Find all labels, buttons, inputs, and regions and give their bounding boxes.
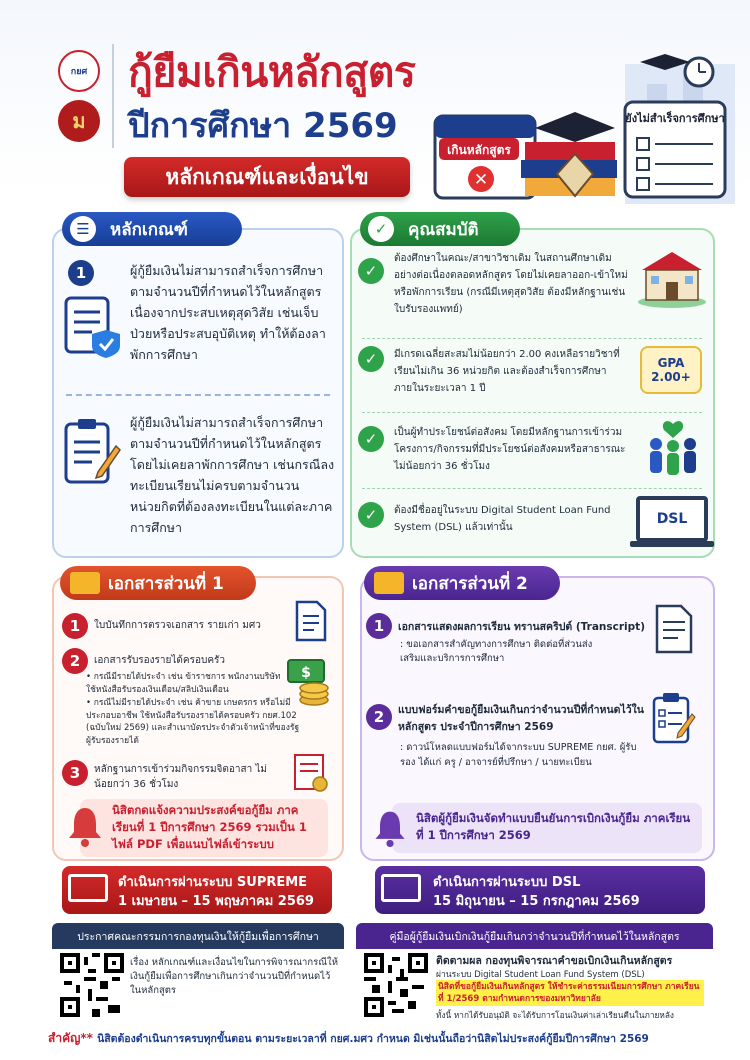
manual-line3: ทั้งนี้ หากได้รับอนุมัติ จะได้รับการโอนเงินค่าเล่าเรียนคืนในภายหลัง [436,1010,674,1020]
documents-part1-heading-label: เอกสารส่วนที่ 1 [108,573,224,594]
note-text: กรณีมีรายได้ประจำ เช่น ข้าราชการ พนักงานบริษัท ใช้หนังสือรับรองเงินเดือน/สลิปเงินเดือน [86,672,281,695]
criteria-heading [62,212,242,246]
documents-part2-heading [364,566,560,600]
page-subtitle-year: ปีการศึกษา 2569 [128,106,398,146]
supreme-action-title: ดำเนินการผ่านระบบ SUPREME [118,875,308,890]
laptop-base [630,541,714,547]
doc1-item-2-note-1: • กรณีมีรายได้ประจำ เช่น ข้าราชการ พนักงานบริษัท ใช้หนังสือรับรองเงินเดือน/สลิปเงินเดือน [86,672,281,695]
volunteers-icon [640,418,706,480]
doc2-item-2-note: : ดาวน์โหลดแบบฟอร์มได้จากระบบ SUPREME กยศ. ผู้รับรอง ได้แก่ ครู / อาจารย์ที่ปรึกษา / นายทะเบียน [400,742,637,768]
qr-code-manual[interactable] [364,953,428,1017]
gpa-badge: GPA 2.00+ [640,346,702,394]
divider [66,394,330,396]
check-icon: ✓ [358,258,384,284]
footer-note [48,1029,718,1048]
doc2-item-1-note: : ขอเอกสารสำคัญทางการศึกษา ติดต่อที่ส่วนส่งเสริมและบริการการศึกษา [400,639,593,664]
form-clipboard-icon [650,690,696,746]
qualification-item-4: ต้องมีชื่ออยู่ในระบบ Digital Student Loan Fund System (DSL) แล้วเท่านั้น [394,505,611,533]
divider [362,488,702,489]
kyos-logo [58,50,100,92]
announcement-text: เรื่อง หลักเกณฑ์และเงื่อนไขในการพิจารณากรณีให้เงินกู้ยืมเพื่อการศึกษาเกินกว่าจำนวนปีที่กำหนดไว้ในหลักสูตร [130,957,338,996]
announcement-heading-label: ประกาศคณะกรรมการกองทุนเงินให้กู้ยืมเพื่อการศึกษา [77,930,319,943]
documents-part1-heading [60,566,256,600]
doc1-item-2: เอกสารรับรองรายได้ครอบครัว [94,655,226,666]
divider [362,412,702,413]
bell-icon [372,808,408,848]
supreme-action-dates: 1 เมษายน – 15 พฤษภาคม 2569 [118,894,314,909]
manual-line1: ติดตามผล กองทุนพิจารณาคำขอเบิกเงินเกินหลักสูตร [436,955,673,967]
doc2-item-2: แบบฟอร์มคำขอกู้ยืมเงินเกินกว่าจำนวนปีที่กำหนดไว้ในหลักสูตร ประจำปีการศึกษา 2569 [398,704,644,733]
checklist-label: ยังไม่สำเร็จการศึกษา [625,112,725,125]
dsl-action-title: ดำเนินการผ่านระบบ DSL [433,875,581,890]
dsl-action-dates: 15 มิถุนายน – 15 กรกฎาคม 2569 [433,894,640,909]
laptop-icon [381,874,421,902]
criteria-number-1: 1 [68,260,94,286]
hero-illustration [425,24,735,204]
page-title: กู้ยืมเกินหลักสูตร [128,48,416,96]
doc1-item-2-note-2: • กรณีไม่มีรายได้ประจำ เช่น ค้าขาย เกษตรกร หรือไม่มีประกอบอาชีพ ใช้หนังสือรับรองรายได้ครอบครัว กยศ.102 (ฉบับใหม่ 2569) และสำเนาบัตรประจำตัวเจ้าหน้าที่ของรัฐผู้รับรองรายได้ [86,698,300,746]
criteria-item-1: ผู้กู้ยืมเงินไม่สามารถสำเร็จการศึกษาตามจำนวนปีที่กำหนดไว้ในหลักสูตรเนื่องจากประสบเหตุสุดวิสัย เช่นเจ็บป่วยหรือประสบอุบัติเหตุ ทำให้ต้องลาพักการศึกษา [130,263,326,362]
qualification-item-1: ต้องศึกษาในคณะ/สาขาวิชาเดิม ในสถานศึกษาเดิมอย่างต่อเนื่องตลอดหลักสูตร โดยไม่เคยลาออก-เข้าใหม่หรือพักการเรียน (กรณีมีเหตุสุดวิสัย ต้องมีหลักฐานเช่น ใบรับรองแพทย์) [394,253,628,315]
doc1-number-2: 2 [62,648,88,674]
footer-prefix: สำคัญ** [48,1031,93,1045]
qualifications-heading-label: คุณสมบัติ [408,219,479,240]
document-icon [294,600,328,642]
doc1-number-3: 3 [62,760,88,786]
manual-heading [356,923,713,949]
bell-icon [66,804,104,848]
doc1-item-3: หลักฐานการเข้าร่วมกิจกรรมจิตอาสา ไม่น้อยกว่า 36 ชั่วโมง [94,764,268,790]
announcement-heading [52,923,344,949]
doc2-item-1: เอกสารแสดงผลการเรียน ทรานสคริปต์ (Transcript) [398,621,645,633]
doc1-notice-text: นิสิตกดแจ้งความประสงค์ขอกู้ยืม ภาคเรียนที่ 1 ปีการศึกษา 2569 รวมเป็น 1 ไฟล์ PDF เพื่อแนบไฟล์เข้าระบบ [112,803,307,851]
dsl-action-button[interactable] [375,866,705,914]
divider [362,338,702,339]
supreme-action-button[interactable] [62,866,332,914]
check-icon: ✓ [358,346,384,372]
check-icon: ✓ [358,502,384,528]
banner-label: หลักเกณฑ์และเงื่อนไข [165,164,369,189]
logo-text: ม [72,109,86,133]
footer-text: นิสิตต้องดำเนินการครบทุกขั้นตอน ตามระยะเวลาที่ กยศ.มศว กำหนด มิเช่นนั้นถือว่านิสิตไม่ประสงค์กู้ยืมปีการศึกษา 2569 [97,1033,649,1045]
laptop-icon [68,874,108,902]
qualification-item-2: มีเกรดเฉลี่ยสะสมไม่น้อยกว่า 2.00 คงเหลือรายวิชาที่เรียนไม่เกิน 36 หน่วยกิต และต้องสำเร็จการศึกษาภายในระยะเวลา 1 ปี [394,349,620,394]
svg-text:$: $ [301,665,311,681]
manual-heading-label: คู่มือผู้กู้ยืมเงินเบิกเงินกู้ยืมเกินกว่าจำนวนปีที่กำหนดไว้ในหลักสูตร [389,930,680,943]
doc2-number-2: 2 [366,704,392,730]
qualifications-heading [360,212,520,246]
documents-part2-heading-label: เอกสารส่วนที่ 2 [412,573,528,594]
shield-document-icon [62,294,124,360]
criteria-banner [124,157,410,197]
divider [112,44,114,148]
logo-text: กยศ [70,67,88,77]
dsl-label: DSL [656,511,688,527]
clipboard-pencil-icon [62,416,124,486]
qr-code-announcement[interactable] [60,953,124,1017]
clipboard-icon: ☰ [70,216,96,242]
certificate-icon [292,752,330,798]
doc2-notice-text: นิสิตผู้กู้ยืมเงินจัดทำแบบยืนยันการเบิกเงินกู้ยืม ภาคเรียนที่ 1 ปีการศึกษา 2569 [416,811,691,842]
manual-highlight: นิสิตที่ขอกู้ยืมเงินเกินหลักสูตร ให้ชำระค่าธรรมเนียมการศึกษา ภาคเรียนที่ 1/2569 ตามกำหนดการของมหาวิทยาลัย [436,980,704,1006]
university-logo [58,100,100,142]
calendar-label: เกินหลักสูตร [447,143,511,157]
qualification-item-3: เป็นผู้ทำประโยชน์ต่อสังคม โดยมีหลักฐานการเข้าร่วมโครงการ/กิจกรรมที่มีประโยชน์ต่อสังคมหรือสาธารณะไม่น้อยกว่า 36 ชั่วโมง [394,427,626,472]
criteria-heading-label: หลักเกณฑ์ [110,219,188,240]
dsl-laptop-icon [636,496,708,542]
check-icon: ✓ [358,426,384,452]
folder-icon [374,572,404,594]
note-text: กรณีไม่มีรายได้ประจำ เช่น ค้าขาย เกษตรกร หรือไม่มีประกอบอาชีพ ใช้หนังสือรับรองรายได้ครอบครัว กยศ.102 (ฉบับใหม่ 2569) และสำเนาบัตรประจำตัวเจ้าหน้าที่ของรัฐผู้รับรองรายได้ [86,698,300,746]
check-icon: ✓ [368,216,394,242]
manual-line2: ผ่านระบบ Digital Student Loan Fund System (DSL) [436,970,645,980]
doc1-number-1: 1 [62,613,88,639]
transcript-document-icon [654,604,694,654]
folder-icon [70,572,100,594]
money-icon [284,656,334,708]
criteria-item-2: ผู้กู้ยืมเงินไม่สามารถสำเร็จการศึกษาตามจำนวนปีที่กำหนดไว้ในหลักสูตรโดยไม่เคยลาพักการศึกษา เช่นกรณีลงทะเบียนเรียนไม่ครบตามจำนวนหน่วยกิตที่ต้องลงทะเบียนในแต่ละภาคการศึกษา [130,415,335,535]
svg-text:✕: ✕ [473,170,489,190]
doc1-item-1: ใบบันทึกการตรวจเอกสาร รายเก่า มศว [94,620,261,631]
school-building-icon [636,246,708,308]
doc2-number-1: 1 [366,613,392,639]
